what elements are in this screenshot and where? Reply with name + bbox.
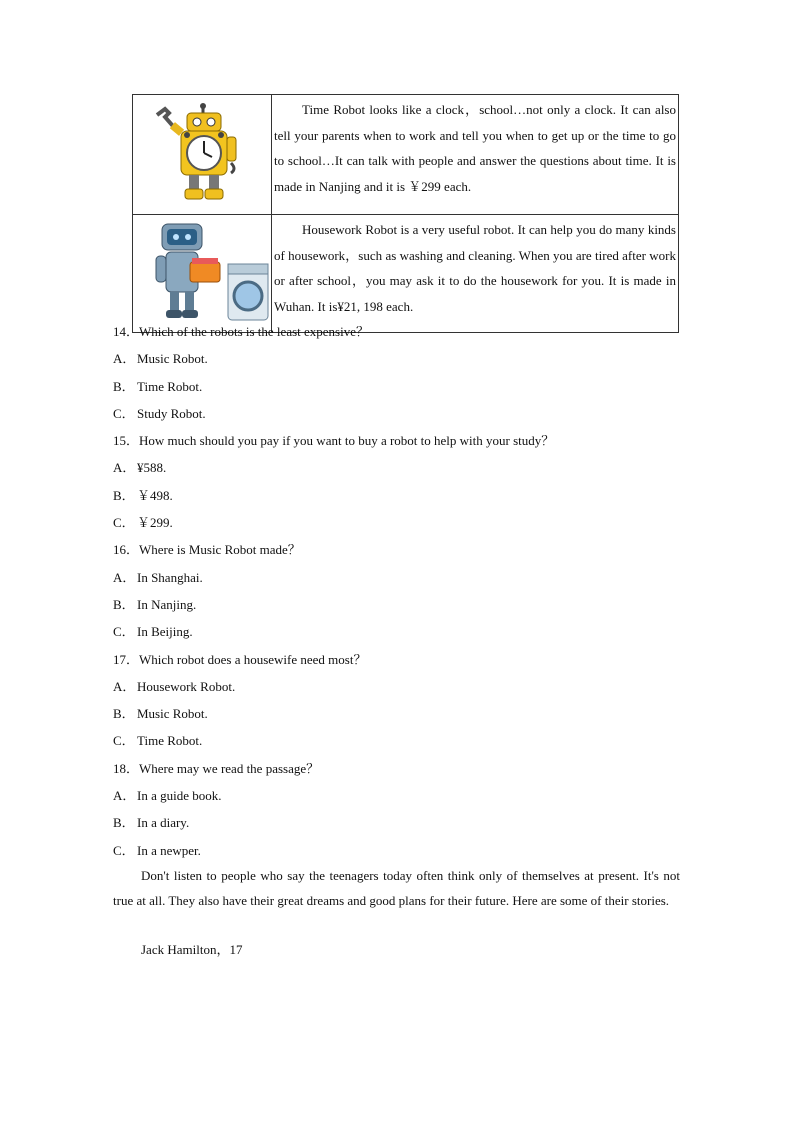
question-17-option-c: C． Time Robot. [113,733,203,749]
question-16-option-c: C． In Beijing. [113,624,193,640]
question-15: 15．How much should you pay if you want to buy a robot to help with your study？ [113,433,555,449]
question-14-option-c: C． Study Robot. [113,405,206,421]
question-18-option-a: A． In a guide book. [113,788,222,804]
question-16: 16．Where is Music Robot made？ [113,542,301,558]
question-17-option-a: A． Housework Robot. [113,678,236,694]
housework-robot-description: Housework Robot is a very useful robot. It can help you do many kinds of housework，such as washing and cleaning. When you are tired after work or after school，you may ask it to do the housework for you. It is made in Wuhan. It is¥21, 198 each. [272,215,679,333]
housework-robot-image-cell [133,215,272,333]
question-16-option-a: A． In Shanghai. [113,569,203,585]
question-15-option-a: A． ¥588. [113,460,167,476]
question-14: 14．Which of the robots is the least expensive？ [113,324,369,339]
question-14-option-a: A． Music Robot. [113,351,208,367]
time-robot-image-cell [133,95,272,215]
question-15-option-c: C． ￥299. [113,515,173,531]
question-16-option-b: B． In Nanjing. [113,596,197,612]
clock-robot-illustration [147,101,257,205]
questions-section [113,318,683,864]
passage-paragraph: Don't listen to people who say the teenagers today often think only of themselves at present. It's not true at all. They also have their great dreams and good plans for their future. Here are some of their stories. [113,868,680,908]
question-14-option-b: B． Time Robot. [113,378,203,394]
housework-robot-illustration [134,220,270,324]
passage-signature: Jack Hamilton，17 [141,942,243,957]
question-17: 17．Which robot does a housewife need most？ [113,651,367,667]
question-17-option-b: B． Music Robot. [113,706,208,722]
robot-info-table [132,94,679,333]
time-robot-description: Time Robot looks like a clock，school…not only a clock. It can also tell your parents when to work and tell you when to get up or the time to go to school…It can talk with people and answer the questions about time. It is made in Nanjing and it is ￥299 each. [272,95,679,215]
question-15-option-b: B． ￥498. [113,487,173,503]
reading-passage [113,864,680,913]
question-18-option-b: B． In a diary. [113,815,190,831]
question-18: 18．Where may we read the passage？ [113,760,320,776]
question-18-option-c: C． In a newper. [113,842,201,858]
